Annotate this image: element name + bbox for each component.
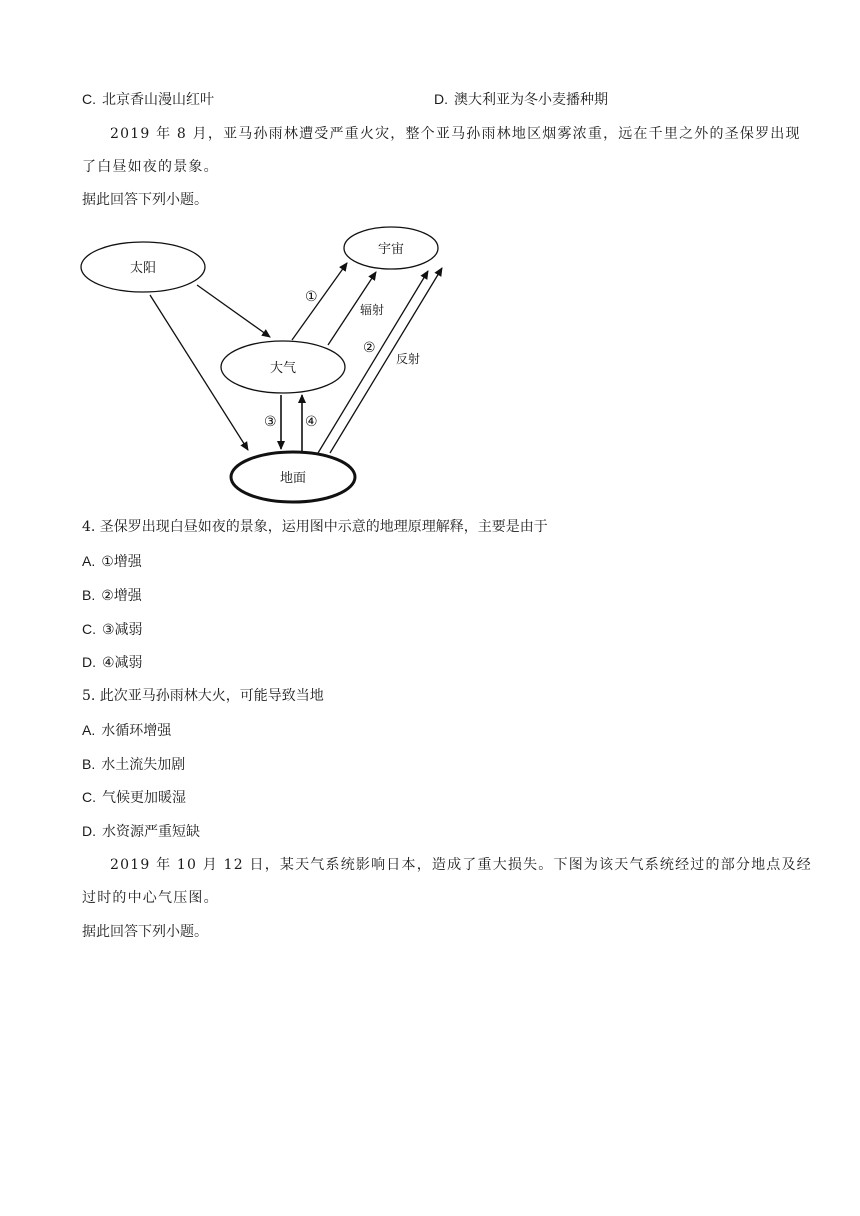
passage1-prompt: 据此回答下列小题。: [82, 192, 208, 208]
q4-option-c-label: C.: [82, 621, 96, 637]
q5-option-c-label: C.: [82, 789, 96, 805]
sun-label: 太阳: [129, 261, 157, 276]
q4-option-b: [82, 585, 142, 606]
radiation-diagram: [0, 215, 860, 515]
arrow-sun-to-atmosphere: [197, 285, 270, 337]
q4-option-c: [82, 619, 143, 640]
q5-option-d-label: D.: [82, 823, 96, 839]
q4-option-a-text: ①增强: [101, 554, 142, 570]
atmosphere-label: 大气: [269, 361, 297, 376]
option-c-label: C.: [82, 91, 96, 107]
q4-option-d-label: D.: [82, 654, 96, 670]
q4-option-b-text: ②增强: [101, 588, 142, 604]
q5-option-c: [82, 787, 186, 808]
q5-option-d-text: 水资源严重短缺: [102, 824, 200, 840]
passage2-prompt: 据此回答下列小题。: [82, 924, 208, 940]
passage1-line2: 了白昼如夜的景象。: [82, 159, 219, 175]
q4-option-a: [82, 551, 142, 572]
q5-option-b-text: 水土流失加剧: [101, 757, 186, 773]
option-d-text: 澳大利亚为冬小麦播种期: [454, 92, 608, 108]
passage2-line1: 2019 年 10 月 12 日，某天气系统影响日本，造成了重大损失。下图为该天气系统经过的部分地点及经: [110, 857, 812, 873]
option-c: [82, 89, 214, 109]
q5-option-b: [82, 754, 185, 775]
option-c-text: 北京香山漫山红叶: [102, 92, 214, 108]
q5-option-a-text: 水循环增强: [101, 723, 172, 739]
top-options-row: [82, 89, 782, 109]
label-reflection: 反射: [396, 352, 421, 366]
q4-option-d-text: ④减弱: [102, 655, 143, 671]
q4-stem: 4. 圣保罗出现白昼如夜的景象，运用图中示意的地理原理解释，主要是由于: [82, 519, 548, 535]
label-n4: ④: [305, 414, 318, 430]
label-radiation: 辐射: [360, 303, 385, 317]
ground-label: 地面: [279, 471, 307, 486]
q4-option-d: [82, 652, 143, 673]
arrow-reflection-ground-to-space: [330, 268, 442, 453]
label-n3: ③: [264, 414, 277, 430]
q4-option-a-label: A.: [82, 553, 96, 569]
q4-option-c-text: ③减弱: [102, 622, 143, 638]
option-d-label: D.: [434, 91, 448, 107]
passage1-line1: 2019 年 8 月，亚马孙雨林遭受严重火灾，整个亚马孙雨林地区烟雾浓重，远在千里之外的圣保罗出现: [110, 126, 801, 142]
passage2-line2: 过时的中心气压图。: [82, 890, 219, 906]
label-n2: ②: [363, 340, 376, 356]
q4-option-b-label: B.: [82, 587, 96, 603]
q5-option-b-label: B.: [82, 756, 96, 772]
label-n1: ①: [305, 289, 318, 305]
q5-option-c-text: 气候更加暖湿: [102, 790, 186, 806]
option-d: [434, 89, 608, 109]
q5-option-a-label: A.: [82, 722, 96, 738]
q5-stem: 5. 此次亚马孙雨林大火，可能导致当地: [82, 688, 324, 704]
space-label: 宇宙: [377, 242, 405, 257]
q5-option-d: [82, 821, 200, 842]
q5-option-a: [82, 720, 171, 741]
